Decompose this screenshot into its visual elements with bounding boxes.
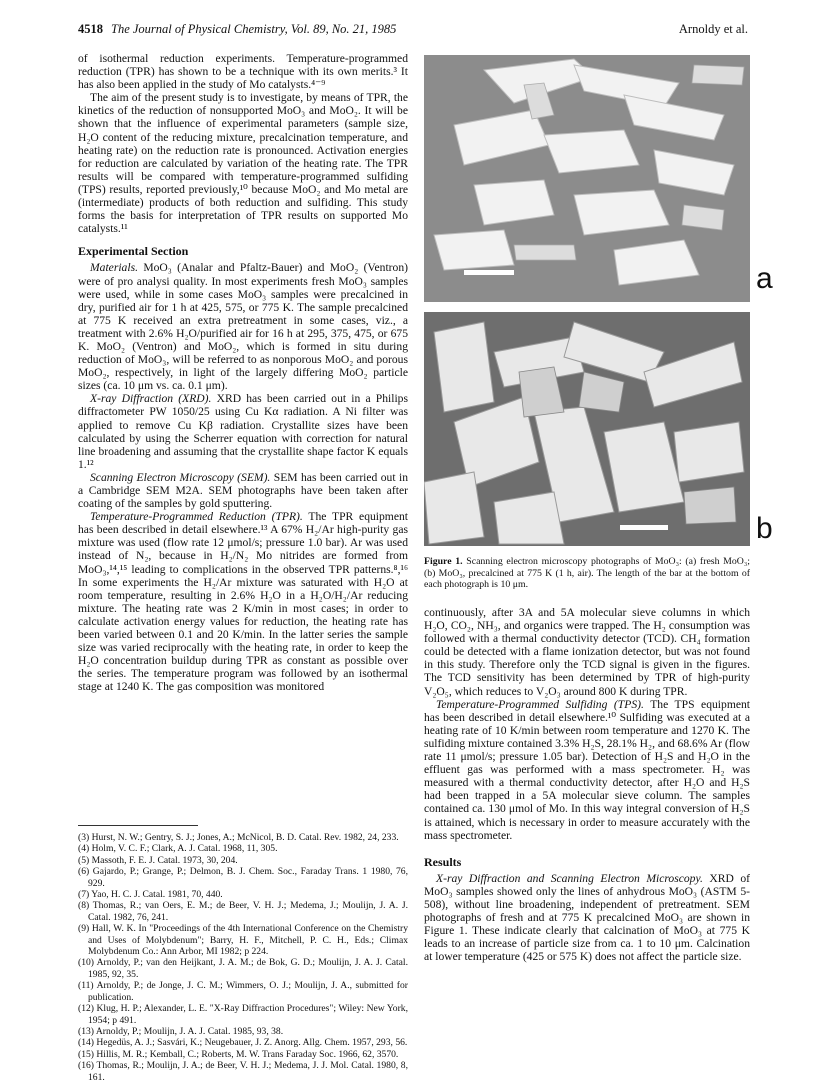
- header-authors: Arnoldy et al.: [678, 22, 748, 36]
- tpr-paragraph: [78, 510, 408, 693]
- reference-item: (5) Massoth, F. E. J. Catal. 1973, 30, 204.: [78, 854, 238, 866]
- journal-citation: The Journal of Physical Chemistry, Vol. 89, No. 21, 1985: [111, 22, 397, 36]
- sem-text: SEM has been carried out in a Cambridge SEM M2A. SEM photographs have been taken after coating of the samples by gold sputtering.: [78, 470, 408, 511]
- intro-paragraph-1: of isothermal reduction experiments. Temperature-programmed reduction (TPR) has shown to be a technique with its own merits.³ It has also been applied in the study of Mo catalysts.⁴⁻⁹: [78, 52, 408, 92]
- tpr-continuation: continuously, after 3A and 5A molecular sieve columns in which H₂O, CO₂, NH₃, and organics were trapped. The H₂ consumption was followed with a thermal conductivity detector (TCD). CH₄ formation could be detected with a flame ionization detector, but was not found in this study. Therefore only the TCD signal is given in the figures. The TCD sensitivity has been determined by TPR of high-purity V₂O₅, which reduces to V₂O₃ around 800 K during TPR.: [424, 606, 750, 698]
- page-number: 4518: [78, 22, 103, 36]
- reference-item: (14) Hegedüs, A. J.; Sasvári, K.; Neugebauer, J. Z. Anorg. Allg. Chem. 1957, 293, 56.: [78, 1037, 408, 1049]
- reference-item: (8) Thomas, R.; van Oers, E. M.; de Beer, V. H. J.; Medema, J.; Moulijn, J. A. J. Catal. 1982, 76, 241.: [78, 900, 408, 923]
- sem-photo-b: [424, 312, 750, 546]
- sem-photo-a-image: [424, 55, 750, 302]
- references-footnotes: [78, 825, 408, 1083]
- reference-item: (10) Arnoldy, P.; van den Heijkant, J. A. M.; de Bok, G. D.; Moulijn, J. A. J. Catal. 1985, 92, 35.: [78, 957, 408, 980]
- reference-item: (13) Arnoldy, P.; Moulijn, J. A. J. Catal. 1985, 93, 38.: [78, 1025, 284, 1037]
- reference-item: (15) Hillis, M. R.; Kemball, C.; Roberts, M. W. Trans Faraday Soc. 1966, 62, 3570.: [78, 1048, 399, 1060]
- tpr-text: The TPR equipment has been described in detail elsewhere.¹³ A 67% H₂/Ar high-purity gas mixture was used (flow rate 12 μmol/s; pressure 1.0 bar). Ar was used instead of N₂, because in H₂/N₂ Mo nitrides are formed from MoO₃,¹⁴,¹⁵ leading to complications in the observed TPR patterns.⁸,¹⁶ In some experiments the H₂/Ar mixture was saturated with H₂O at room temperature, resulting in 2.6% H₂O in a H₂O/H₂/Ar reducing mixture. The heating rate was 2 K/min in most cases; in order to calculate activation energy values for reduction, the heating rate has been varied between 0.1 and 20 K/min. In the latter series the sample size was varied reciprocally with the heating rate, in order to keep the H₂O concentration buildup during TPR as constant as possible over the series. The temperature program was followed by an isothermal stage at 1240 K. The gas composition was monitored: [78, 510, 408, 694]
- footnote-rule: [78, 825, 198, 826]
- reference-item: (12) Klug, H. P.; Alexander, L. E. "X-Ray Diffraction Procedures"; Wiley: New York, 1954; p 491.: [78, 1003, 408, 1026]
- figure-caption-text: Scanning electron microscopy photographs of MoO₃: (a) fresh MoO₃; (b) MoO₃, precalcined at 775 K (1 h, air). The length of the bar at the bottom of each photograph is 10 μm.: [424, 556, 750, 591]
- tps-title: Temperature-Programmed Sulfiding (TPS).: [436, 697, 644, 711]
- header-left: [78, 22, 396, 37]
- tpr-title: Temperature-Programmed Reduction (TPR).: [90, 510, 303, 524]
- sem-title: Scanning Electron Microscopy (SEM).: [90, 470, 271, 484]
- right-column: [424, 606, 750, 963]
- sem-photo-b-image: [424, 312, 750, 546]
- scale-bar: [620, 525, 668, 530]
- xrd-text: XRD has been carried out in a Philips diffractometer PW 1050/25 using Cu Kα radiation. A Ni filter was applied to remove Cu Kβ radiation. Crystallite sizes have been calculated by using the Scherrer equation with correction for natural line broadening and assuming that the crystallite shape factor K equals 1.¹²: [78, 392, 408, 471]
- results-heading: Results: [424, 854, 462, 869]
- sem-paragraph: [78, 471, 408, 510]
- panel-label-a: a: [756, 262, 773, 295]
- figure-caption-title: Figure 1.: [424, 556, 463, 567]
- reference-item: (3) Hurst, N. W.; Gentry, S. J.; Jones, A.; McNicol, B. D. Catal. Rev. 1982, 24, 233.: [78, 832, 399, 843]
- panel-label-b: b: [756, 512, 773, 545]
- tps-paragraph: [424, 698, 750, 842]
- reference-item: (4) Holm, V. C. F.; Clark, A. J. Catal. 1968, 11, 305.: [78, 843, 278, 855]
- xrd-sem-text: XRD of MoO₃ samples showed only the lines of anhydrous MoO₃ (ASTM 5-508), without line broadening, independent of pretreatment. SEM photographs of fresh and at 775 K precalcined MoO₃ are shown in Figure 1. These indicate clearly that calcination of MoO₃ at 775 K leads to an increase of particle size from ca. 1 to 10 μm. Calcination at lower temperature (425 or 575 K) does not affect the particle size.: [424, 871, 750, 964]
- xrd-sem-title: X-ray Diffraction and Scanning Electron Microscopy.: [436, 871, 703, 885]
- tps-text: The TPS equipment has been described in detail elsewhere.¹⁰ Sulfiding was executed at a heating rate of 10 K/min between room temperature and 1270 K. The sulfiding mixture contained 3.3% H₂S, 28.1% H₂, and 68.6% Ar (flow rate 11 μmol/s; pressure 1.05 bar). Detection of H₂S and H₂O in the effluent gas was performed with a mass spectrometer. H₂ was measured with a thermal conductivity detector, after H₂O and H₂S had been trapped in a 5A molecular sieve column. The samples contained ca. 130 μmol of Mo. In this way integral conversion of H₂S is attained, which is necessary in order to measure accurately with the mass spectrometer.: [424, 697, 750, 842]
- xrd-sem-results-paragraph: [424, 872, 750, 964]
- figure-caption: [424, 556, 750, 591]
- reference-item: (9) Hall, W. K. In "Proceedings of the 4th International Conference on the Chemistry and Uses of Molybdenum"; Barry, H. F., Mitchell, P. C. H., Eds.; Climax Molybdenum Co.: Ann Arbor, MI 1982; p 224.: [78, 923, 408, 958]
- reference-item: (7) Yao, H. C. J. Catal. 1981, 70, 440.: [78, 889, 223, 901]
- materials-paragraph: [78, 261, 408, 392]
- sem-photo-a: [424, 55, 750, 302]
- experimental-heading: Experimental Section: [78, 244, 189, 259]
- running-header: [78, 22, 748, 40]
- xrd-paragraph: [78, 392, 408, 471]
- materials-text: MoO₃ (Analar and Pfaltz-Bauer) and MoO₂ (Ventron) were of pro analysi quality. In most experiments fresh MoO₃ samples were used, while in some cases MoO₃ samples were precalcined in dry, purified air for 1 h at 425, 575, or 775 K. The sample precalcined at 775 K received an extra pretreatment in some cases, viz., a treatment with 2.6% H₂O/purified air for 16 h at 295, 375, 475, or 675 K. MoO₂ (Ventron) and MoO₂, which is formed in situ during reduction of MoO₃, will be referred to as nonporous MoO₂ and porous MoO₂, respectively, in light of the largely differing MoO₂ particle sizes (ca. 10 μm vs. ca. 0.1 μm).: [78, 261, 408, 393]
- scale-bar: [464, 270, 514, 275]
- intro-paragraph-2: The aim of the present study is to investigate, by means of TPR, the kinetics of the reduction of nonsupported MoO₃ and MoO₂. It will be shown that the influence of experimental parameters (sample size, H₂O content of the reducing mixture, precalcination temperature, and heating rate) on the reduction rate is pronounced. Activation energies for reduction are calculated by variation of the heating rate. The TPR results will be compared with temperature-programmed sulfiding (TPS) results, reported previously,¹⁰ because MoO₂ and Mo metal are (intermediate) products of both reduction and sulfiding. This study forms the basis for interpretation of TPR results on supported Mo catalysts.¹¹: [78, 91, 408, 236]
- reference-item: (11) Arnoldy, P.; de Jonge, J. C. M.; Wimmers, O. J.; Moulijn, J. A., submitted for publication.: [78, 980, 408, 1003]
- left-column: [78, 52, 408, 694]
- reference-item: (16) Thomas, R.; Moulijn, J. A.; de Beer, V. H. J.; Medema, J. J. Mol. Catal. 1980, 8, 161.: [78, 1060, 408, 1083]
- reference-item: (6) Gajardo, P.; Grange, P.; Delmon, B. J. Chem. Soc., Faraday Trans. 1 1980, 76, 929.: [78, 866, 408, 889]
- xrd-title: X-ray Diffraction (XRD).: [90, 392, 212, 406]
- materials-title: Materials.: [90, 261, 138, 275]
